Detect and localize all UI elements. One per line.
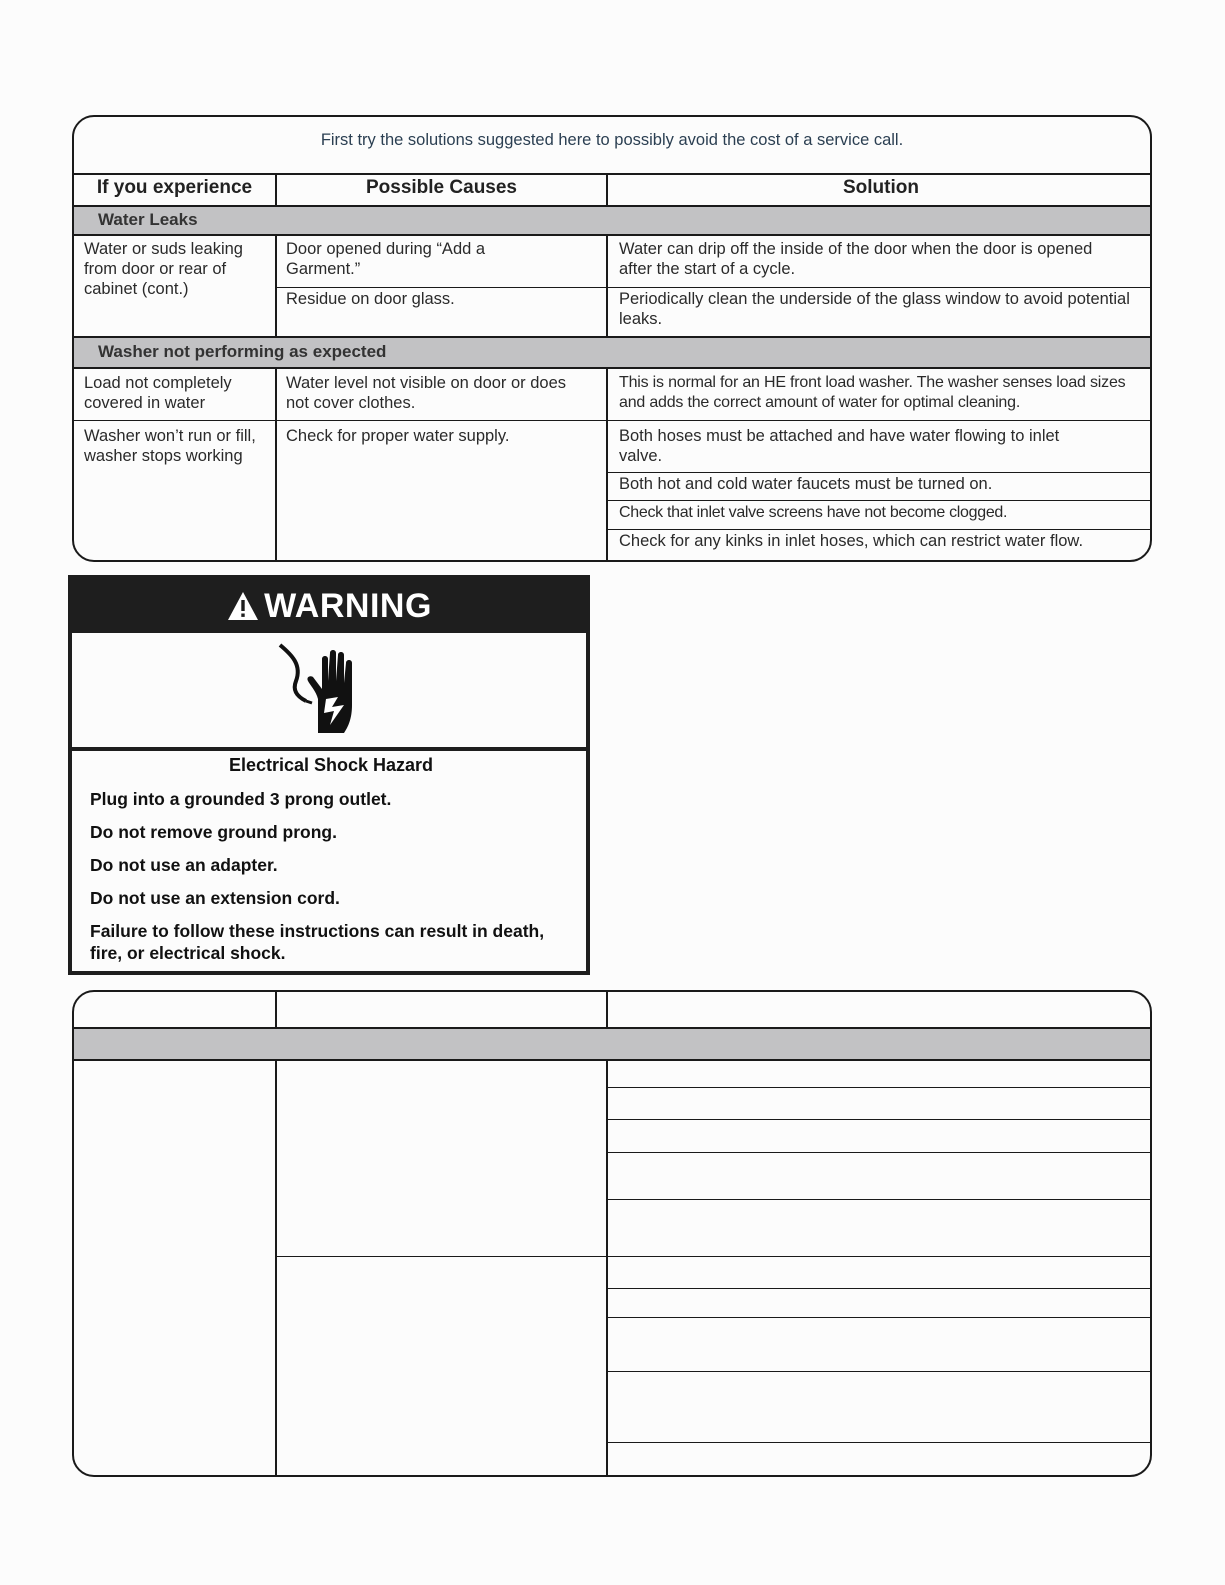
solution-he-normal: This is normal for an HE front load washer. The washer senses load sizes and adds the correct amount of water for optimal cleaning. xyxy=(619,374,1126,411)
rule xyxy=(74,367,1150,369)
rule xyxy=(607,1152,1150,1153)
cause-water-level: Water level not visible on door or does not cover clothes. xyxy=(286,374,567,412)
symptom-water-leaking: Water or suds leaking from door or rear of cabinet (cont.) xyxy=(84,240,243,298)
warning-line: Do not remove ground prong. xyxy=(90,822,337,842)
header-solution: Solution xyxy=(843,177,919,198)
troubleshooting-table xyxy=(72,115,1152,562)
cause-door-opened: Door opened during “Add a Garment.” xyxy=(286,240,486,278)
solution-inlet-screens: Check that inlet valve screens have not become clogged. xyxy=(619,504,1008,521)
rule xyxy=(607,1119,1150,1120)
intro-text: First try the solutions suggested here to possibly avoid the cost of a service call. xyxy=(320,131,904,149)
section-band-water-leaks xyxy=(74,207,1150,235)
header-causes: Possible Causes xyxy=(365,177,518,198)
rule xyxy=(607,472,1150,473)
rule xyxy=(275,236,277,338)
rule xyxy=(275,1061,277,1477)
rule xyxy=(606,992,608,1029)
rule xyxy=(74,420,1150,421)
section-title-not-performing: Washer not performing as expected xyxy=(98,342,387,361)
empty-troubleshooting-table xyxy=(72,990,1152,1477)
rule xyxy=(74,1059,1150,1061)
rule xyxy=(606,236,608,338)
solution-faucets-on: Both hot and cold water faucets must be turned on. xyxy=(619,475,993,493)
warning-pictogram xyxy=(72,633,586,751)
electrical-shock-hand-icon xyxy=(272,641,372,741)
warning-box xyxy=(68,575,590,975)
warning-header xyxy=(72,579,586,633)
rule xyxy=(606,369,608,562)
rule xyxy=(607,500,1150,501)
rule xyxy=(607,1317,1150,1318)
rule xyxy=(607,529,1150,530)
rule xyxy=(275,369,277,562)
warning-line: Plug into a grounded 3 prong outlet. xyxy=(90,789,392,809)
rule xyxy=(277,1256,1150,1257)
section-title-water-leaks: Water Leaks xyxy=(98,210,198,229)
section-band-empty xyxy=(74,1029,1150,1059)
warning-line: Do not use an extension cord. xyxy=(90,888,340,908)
warning-body xyxy=(90,755,572,975)
solution-clean-glass: Periodically clean the underside of the glass window to avoid potential leaks. xyxy=(619,290,1130,328)
rule xyxy=(277,287,1150,288)
rule xyxy=(607,1371,1150,1372)
rule xyxy=(606,1061,608,1477)
rule xyxy=(607,1442,1150,1443)
warning-line: Failure to follow these instructions can result in death, fire, or electrical shock. xyxy=(90,921,545,963)
header-experience: If you experience xyxy=(96,177,253,198)
rule xyxy=(275,992,277,1029)
rule xyxy=(74,173,1150,175)
solution-kinks: Check for any kinks in inlet hoses, which can restrict water flow. xyxy=(619,532,1084,550)
warning-title: WARNING xyxy=(264,586,432,625)
solution-door-drip: Water can drip off the inside of the door when the door is opened after the start of a cycle. xyxy=(619,240,1093,278)
cause-residue: Residue on door glass. xyxy=(286,290,455,308)
solution-hoses-attached: Both hoses must be attached and have water flowing to inlet valve. xyxy=(619,427,1060,465)
rule xyxy=(607,1087,1150,1088)
rule xyxy=(607,1199,1150,1200)
rule xyxy=(607,1288,1150,1289)
warning-subtitle: Electrical Shock Hazard xyxy=(228,755,434,775)
symptom-load-not-covered: Load not completely covered in water xyxy=(84,374,232,412)
warning-triangle-icon xyxy=(226,590,260,622)
warning-line: Do not use an adapter. xyxy=(90,855,278,875)
rule xyxy=(74,234,1150,236)
symptom-wont-run: Washer won’t run or fill, washer stops working xyxy=(84,427,256,465)
cause-water-supply: Check for proper water supply. xyxy=(286,427,510,445)
